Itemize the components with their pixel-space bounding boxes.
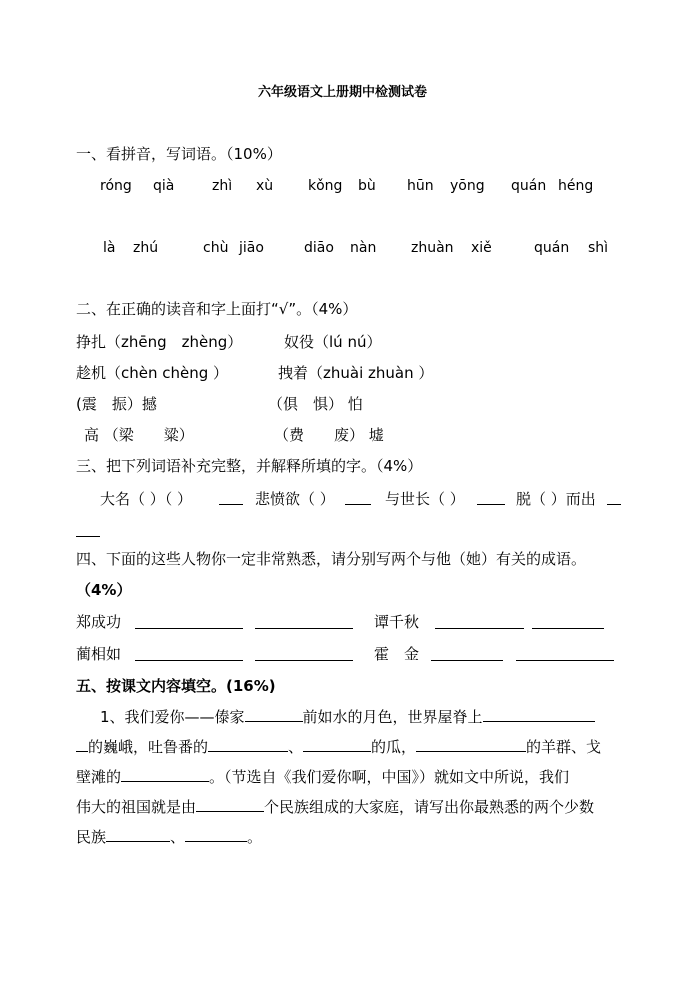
answer-blank[interactable] — [76, 737, 88, 752]
q2-item: (震 振）撼 — [76, 395, 157, 413]
pinyin: diāo — [304, 240, 334, 256]
q4-heading: 四、下面的这些人物你一定非常熟悉，请分别写两个与他（她）有关的成语。 — [76, 550, 587, 568]
q2-heading: 二、在正确的读音和字上面打“√”。（4%） — [76, 300, 358, 318]
answer-blank[interactable] — [245, 707, 303, 722]
idiom-blank[interactable] — [255, 614, 353, 629]
q5-heading: 五、按课文内容填空。(16%) — [76, 677, 276, 695]
q2-item: 拽着（zhuài zhuàn ） — [278, 364, 434, 382]
q5-text: 的瓜， — [371, 738, 417, 756]
q1-heading: 一、看拼音，写词语。（10%） — [76, 145, 282, 163]
pinyin: jiāo — [239, 240, 264, 256]
q2-item: 奴役（lú nú） — [284, 333, 382, 351]
pinyin: quán — [511, 178, 547, 194]
answer-blank[interactable] — [607, 490, 621, 505]
idiom-blank[interactable] — [435, 614, 524, 629]
q5-line — [76, 762, 622, 792]
pinyin: kǒng — [308, 178, 343, 194]
person-name: 谭千秋 — [374, 613, 420, 631]
person-name: 蔺相如 — [76, 645, 122, 663]
answer-blank[interactable] — [219, 490, 243, 505]
q5-line — [76, 792, 622, 822]
q3-heading: 三、把下列词语补充完整，并解释所填的字。（4%） — [76, 457, 423, 475]
pinyin: shì — [588, 240, 609, 256]
q3-word: 悲愤欲（ ） — [255, 490, 335, 508]
pinyin: yōng — [450, 178, 485, 194]
q4-score: （4%） — [76, 581, 132, 599]
pinyin: hūn — [407, 178, 434, 194]
pinyin: là — [103, 240, 116, 256]
q5-line — [76, 822, 622, 852]
pinyin: xiě — [471, 240, 492, 256]
pinyin: héng — [558, 178, 594, 194]
q5-text: 、 — [170, 828, 186, 846]
idiom-blank[interactable] — [135, 614, 243, 629]
person-name: 郑成功 — [76, 613, 122, 631]
q5-text: 。 — [247, 828, 263, 846]
answer-blank[interactable] — [121, 767, 209, 782]
pinyin: zhì — [212, 178, 233, 194]
q5-text: 。（节选自《我们爱你啊，中国》）就如文中所说，我们 — [209, 768, 570, 786]
q5-text: 个民族组成的大家庭，请写出你最熟悉的两个少数 — [264, 798, 595, 816]
answer-blank[interactable] — [76, 522, 100, 537]
answer-blank[interactable] — [106, 827, 170, 842]
q2-item: 高 （梁 粱） — [84, 426, 194, 444]
q5-line — [76, 732, 622, 762]
q5-line — [76, 702, 622, 732]
q2-item: 趁机（chèn chèng ） — [76, 364, 229, 382]
q5-text: 、 — [288, 738, 304, 756]
answer-blank[interactable] — [483, 707, 595, 722]
q5-passage — [76, 702, 622, 852]
q2-item: （费 废） 墟 — [274, 426, 384, 444]
q5-text: 伟大的祖国就是由 — [76, 798, 197, 816]
answer-blank[interactable] — [196, 797, 264, 812]
pinyin: chù — [203, 240, 229, 256]
answer-blank[interactable] — [345, 490, 371, 505]
q2-item: 挣扎（zhēng zhèng） — [76, 333, 243, 351]
q5-text: 壁滩的 — [76, 768, 122, 786]
person-name: 霍 金 — [374, 645, 420, 663]
idiom-blank[interactable] — [431, 646, 503, 661]
q5-text: 的羊群、戈 — [526, 738, 602, 756]
q5-text: 民族 — [76, 828, 107, 846]
q3-word: 脱（ ）而出 — [516, 490, 596, 508]
q5-text: 前如水的月色，世界屋脊上 — [302, 708, 483, 726]
pinyin: nàn — [350, 240, 377, 256]
exam-title: 六年级语文上册期中检测试卷 — [258, 85, 428, 100]
pinyin: xù — [256, 178, 274, 194]
answer-blank[interactable] — [477, 490, 505, 505]
q2-item: （俱 惧） 怕 — [268, 395, 363, 413]
pinyin: quán — [534, 240, 570, 256]
pinyin: zhú — [133, 240, 159, 256]
idiom-blank[interactable] — [532, 614, 604, 629]
q3-word: 大名（ ）（ ） — [100, 490, 193, 508]
idiom-blank[interactable] — [135, 646, 243, 661]
answer-blank[interactable] — [303, 737, 371, 752]
pinyin: zhuàn — [411, 240, 454, 256]
pinyin: qià — [153, 178, 175, 194]
q3-word: 与世长（ ） — [385, 490, 465, 508]
answer-blank[interactable] — [208, 737, 288, 752]
pinyin: bù — [358, 178, 376, 194]
q5-text: 1、我们爱你——傣家 — [100, 708, 245, 726]
pinyin: róng — [100, 178, 132, 194]
q5-text: 的巍峨，吐鲁番的 — [88, 738, 209, 756]
idiom-blank[interactable] — [516, 646, 614, 661]
idiom-blank[interactable] — [255, 646, 353, 661]
answer-blank[interactable] — [416, 737, 526, 752]
answer-blank[interactable] — [185, 827, 247, 842]
